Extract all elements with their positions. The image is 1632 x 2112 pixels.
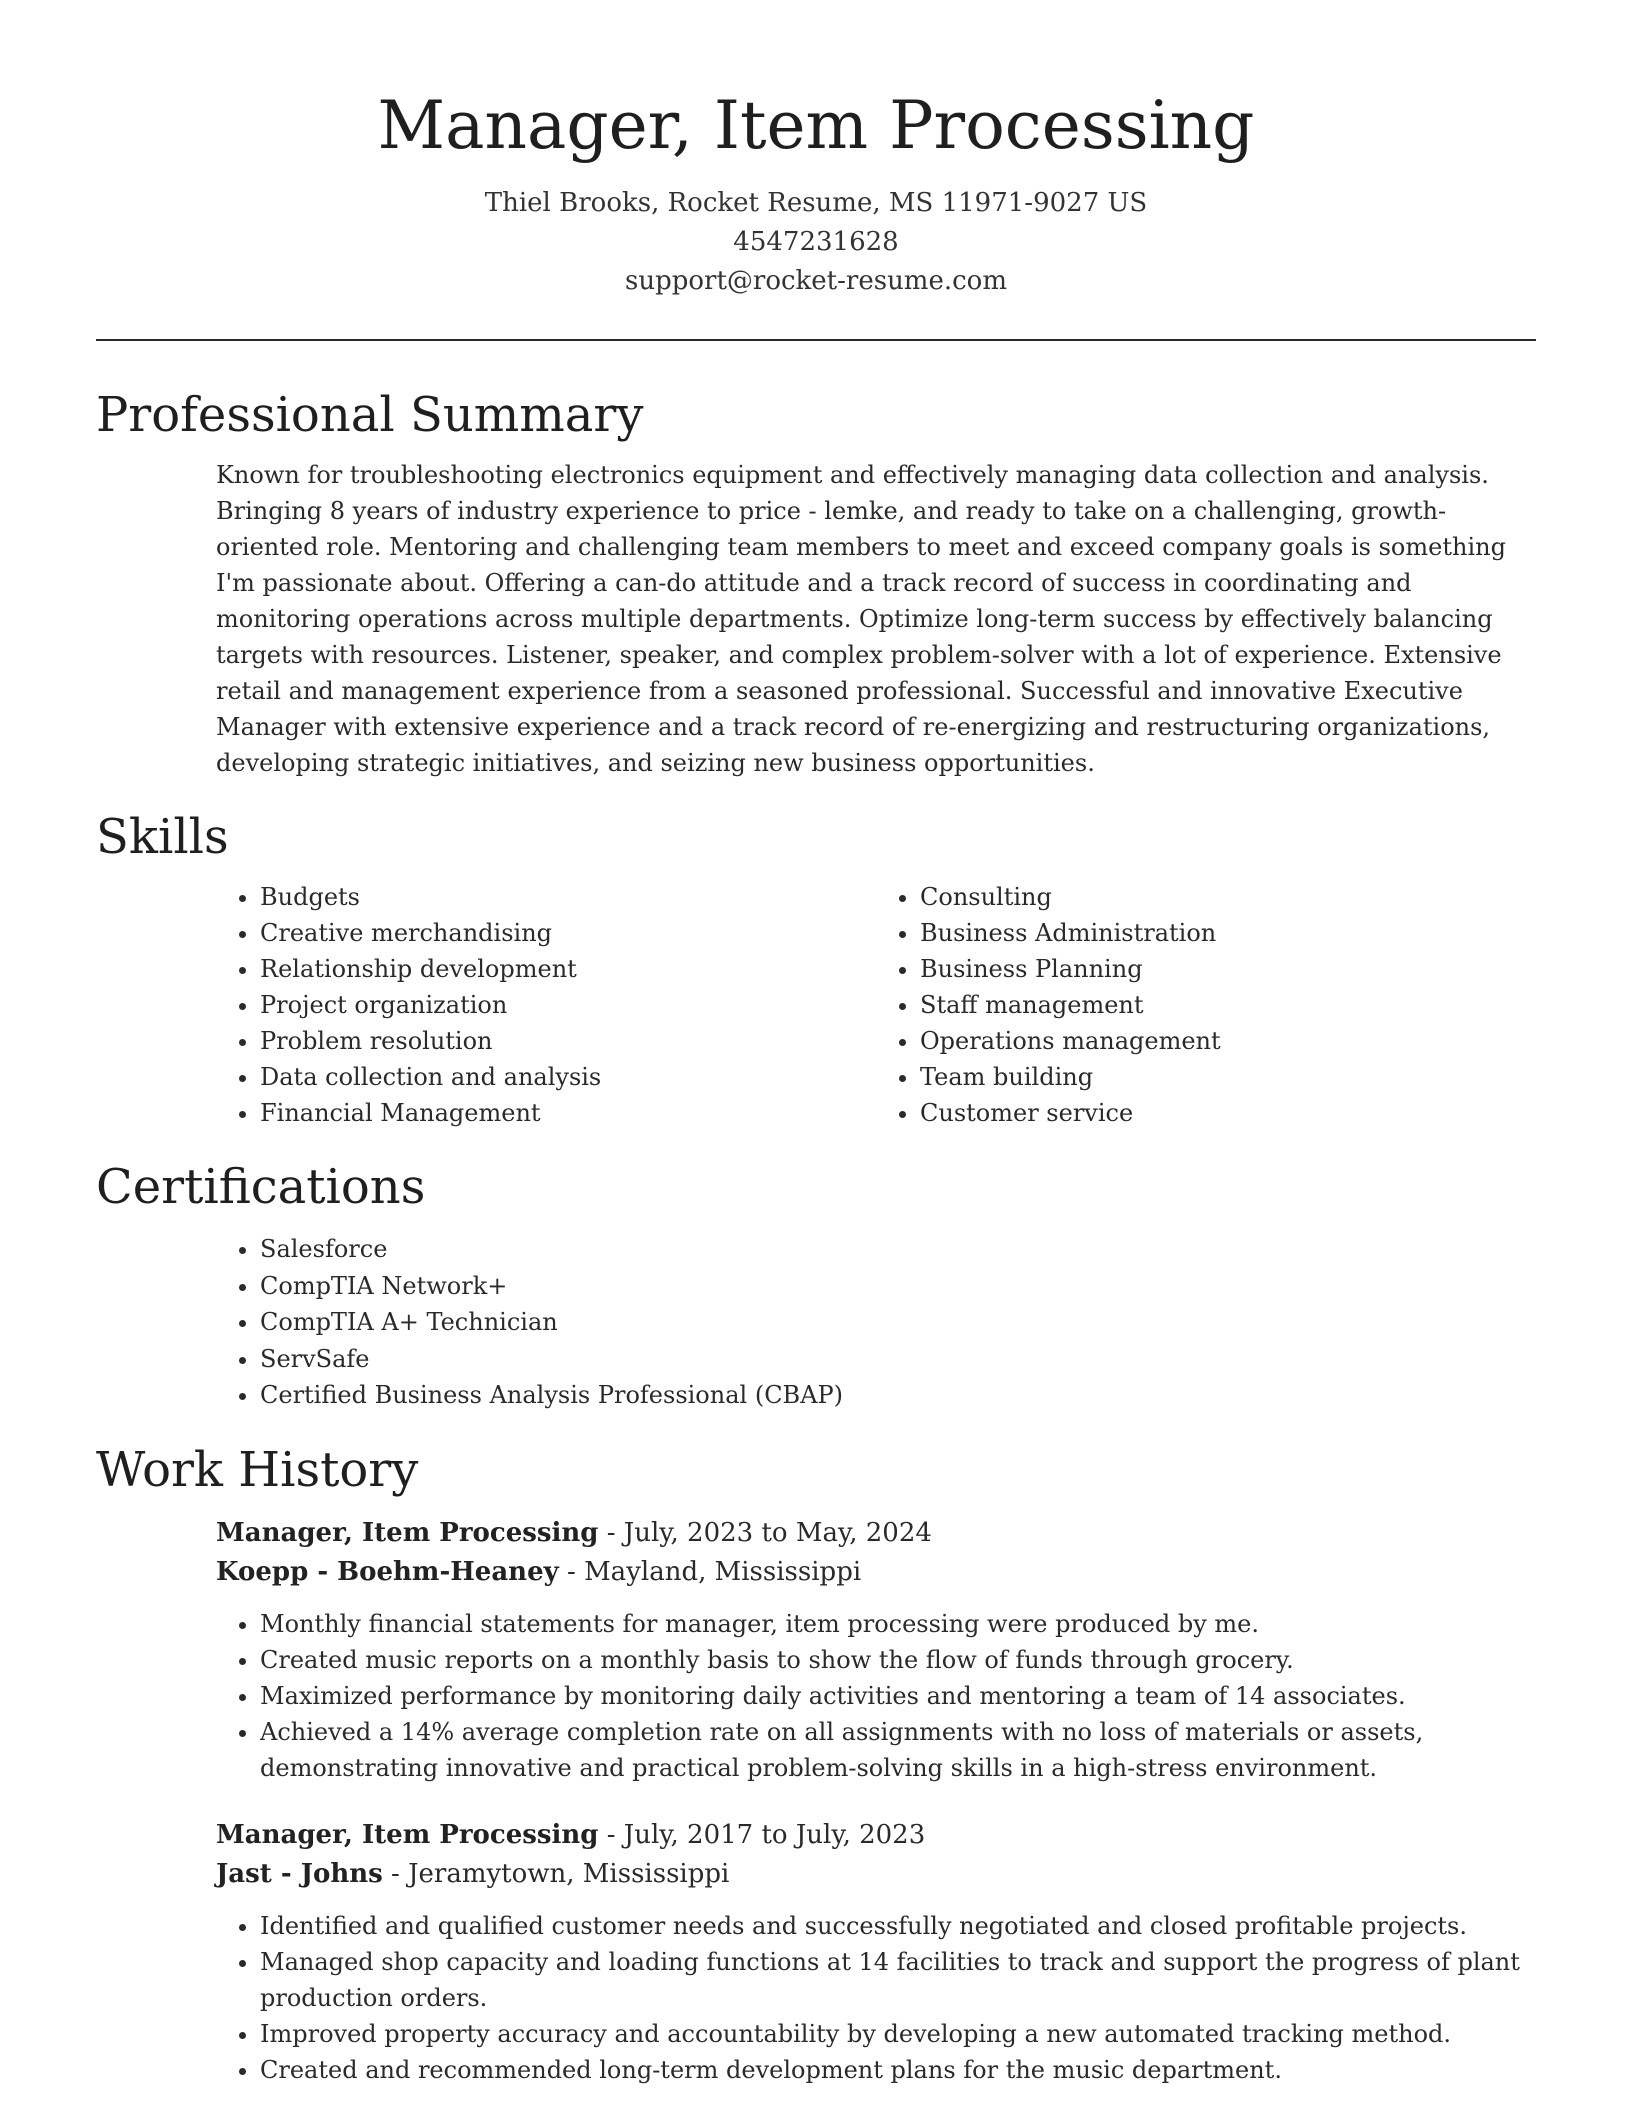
skill-item: • Relationship development: [260, 951, 876, 987]
certification-item: • Certified Business Analysis Professional (CBAP): [260, 1377, 1536, 1414]
job-bullet: • Identified and qualified customer needs and successfully negotiated and closed profitable projects.: [260, 1908, 1536, 1944]
job-bullet: • Managed shop capacity and loading functions at 14 facilities to track and support the progress of plant production orders.: [260, 1944, 1536, 2016]
job-location: - Jeramytown, Mississippi: [382, 1858, 730, 1889]
job-bullet: • Created and recommended long-term development plans for the music department.: [260, 2052, 1536, 2088]
skill-item: • Project organization: [260, 987, 876, 1023]
job-role-line: [216, 1816, 1536, 1855]
skill-item: • Creative merchandising: [260, 915, 876, 951]
job-bullet-list: [216, 1908, 1536, 2088]
job-company: Koepp - Boehm-Heaney: [216, 1556, 559, 1587]
summary-heading: Professional Summary: [96, 387, 644, 443]
skill-item: • Data collection and analysis: [260, 1059, 876, 1095]
skill-item: • Business Planning: [920, 951, 1536, 987]
job-company-line: [216, 1855, 1536, 1894]
candidate-title: Manager, Item Processing: [377, 87, 1255, 164]
job-bullet-list: [216, 1606, 1536, 1786]
job-dates: - July, 2017 to July, 2023: [598, 1819, 926, 1850]
certification-item: • CompTIA Network+: [260, 1268, 1536, 1305]
job-bullet: • Created music reports on a monthly basis to show the flow of funds through grocery.: [260, 1642, 1536, 1678]
job-role-line: [216, 1514, 1536, 1553]
job-entry: [216, 1816, 1536, 2088]
skills-right-list: [876, 879, 1536, 1131]
job-location: - Mayland, Mississippi: [558, 1556, 862, 1587]
skill-item: • Customer service: [920, 1095, 1536, 1131]
skill-item: • Team building: [920, 1059, 1536, 1095]
skill-item: • Budgets: [260, 879, 876, 915]
certification-item: • CompTIA A+ Technician: [260, 1304, 1536, 1341]
summary-text: Known for troubleshooting electronics equipment and effectively managing data collection and analysis. Bringing 8 years of industry experience to price - lemke, and ready to take on a challenging, growth-oriented role. Mentoring and challenging team members to meet and exceed company goals is something I'm passionate about. Offering a can-do attitude and a track record of success in coordinating and monitoring operations across multiple departments. Optimize long-term success by effectively balancing targets with resources. Listener, speaker, and complex problem-solver with a lot of experience. Extensive retail and management experience from a seasoned professional. Successful and innovative Executive Manager with extensive experience and a track record of re-energizing and restructuring organizations, developing strategic initiatives, and seizing new business opportunities.: [216, 461, 1506, 777]
contact-phone: 4547231628: [733, 227, 899, 257]
contact-email: support@rocket-resume.com: [624, 266, 1007, 296]
certification-item: • Salesforce: [260, 1231, 1536, 1268]
skill-item: • Business Administration: [920, 915, 1536, 951]
skills-columns: [216, 879, 1536, 1131]
certifications-list: [216, 1231, 1536, 1414]
job-dates: - July, 2023 to May, 2024: [598, 1517, 932, 1548]
skills-heading: Skills: [96, 809, 229, 865]
skills-left-list: [216, 879, 876, 1131]
job-company: Jast - Johns: [216, 1858, 383, 1889]
skill-item: • Financial Management: [260, 1095, 876, 1131]
work-history-heading: Work History: [96, 1441, 419, 1498]
certification-item: • ServSafe: [260, 1341, 1536, 1378]
job-bullet: • Monthly financial statements for manager, item processing were produced by me.: [260, 1606, 1536, 1642]
job-entry: [216, 1514, 1536, 1786]
job-bullet: • Achieved a 14% average completion rate on all assignments with no loss of materials or assets, demonstrating innovative and practical problem-solving skills in a high-stress environment.: [260, 1714, 1536, 1786]
job-role: Manager, Item Processing: [216, 1819, 599, 1850]
resume-header: [96, 0, 1536, 301]
skill-item: • Operations management: [920, 1023, 1536, 1059]
job-role: Manager, Item Processing: [216, 1517, 599, 1548]
job-bullet: • Maximized performance by monitoring daily activities and mentoring a team of 14 associates.: [260, 1678, 1536, 1714]
job-company-line: [216, 1553, 1536, 1592]
skill-item: • Problem resolution: [260, 1023, 876, 1059]
header-divider: [96, 339, 1536, 341]
skill-item: • Staff management: [920, 987, 1536, 1023]
skill-item: • Consulting: [920, 879, 1536, 915]
job-bullet: • Improved property accuracy and accountability by developing a new automated tracking method.: [260, 2016, 1536, 2052]
contact-address: Thiel Brooks, Rocket Resume, MS 11971-9027 US: [484, 188, 1148, 218]
certifications-heading: Certifications: [96, 1159, 426, 1215]
